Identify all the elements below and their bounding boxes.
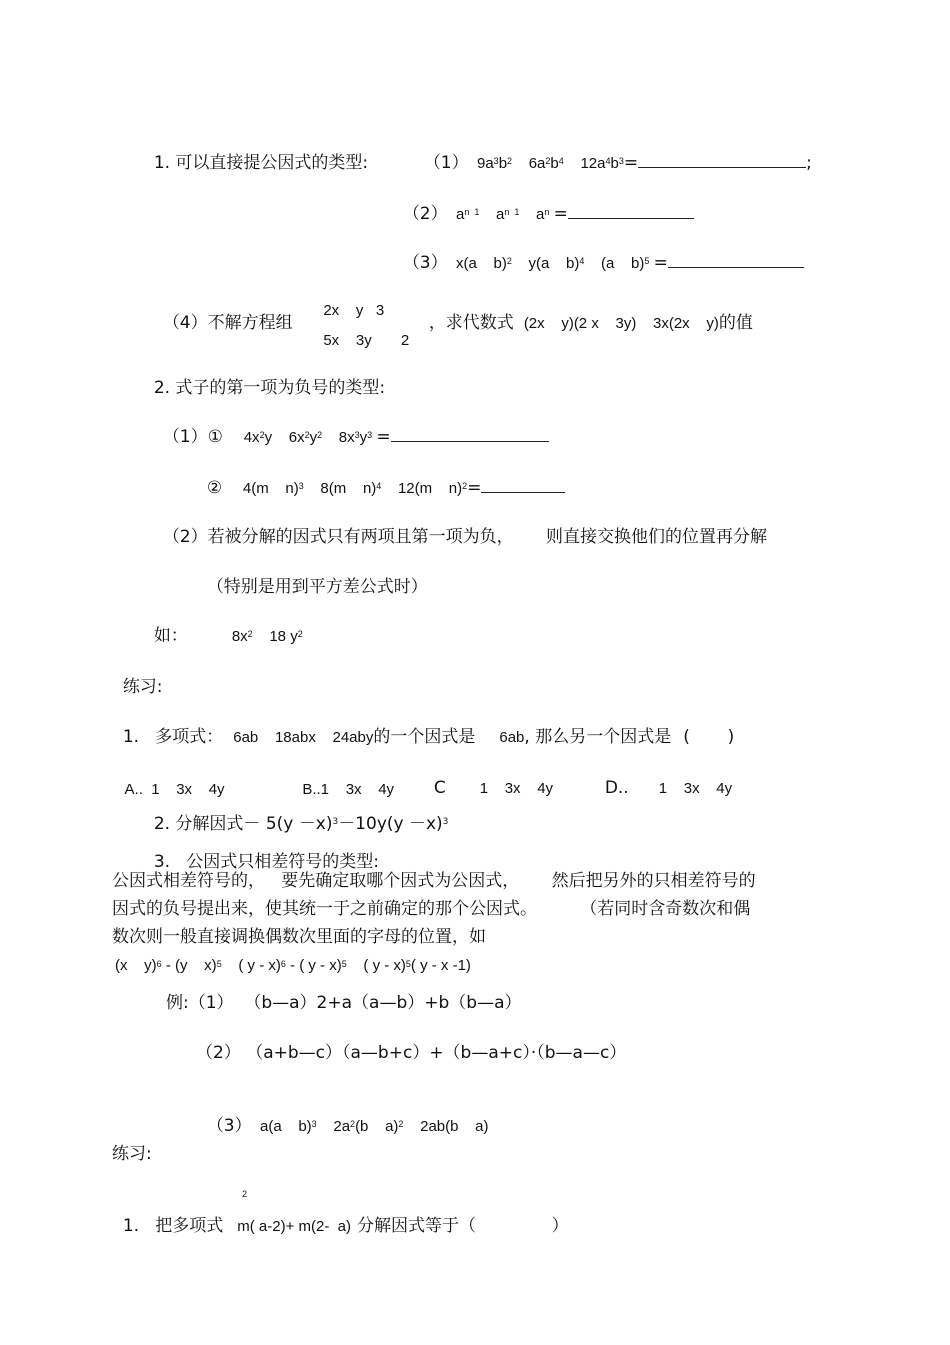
answer-blank[interactable] [481,478,565,493]
exercise2-title: 练习: [112,1144,152,1164]
option-a[interactable]: A.. 1 3x 4y [124,781,225,798]
paragraph-line-2: 因式的负号提出来，使其统一于之前确定的那个公因式。 （若同时含奇数次和偶 [112,899,751,919]
section2-title: 2. 式子的第一项为负号的类型: [153,378,386,398]
exercise2-question-1: 1. 把多项式 m( a-2)+ m(2- a) 分解因式等于（ ） [122,1216,569,1236]
paragraph-line-3: 数次则一般直接调换偶数次里面的字母的位置，如 [112,927,486,947]
problem1-4-text: ，求代数式 (2x y)(2 x 3y) 3x(2x y)的值 [428,313,753,333]
problem1-1: （1） $9a^3b^2$ $6a^2b^4$ $12a^4b^3=$ ; [423,153,812,173]
exercise-question-2: 2. 分解因式－ $5(y -x)^3-10y(y -x)^3$ [153,814,449,834]
answer-blank[interactable] [391,427,549,442]
problem1-3: （3） x(a b)$^2$ y(a b)$^4$ (a b)$^5$ = [392,230,804,275]
example-2: （2） （a+b—c）（a—b+c）+（b—a+c）·（b—a—c） [196,1043,627,1063]
exercise-title: 练习: [122,677,163,697]
problem1-4-label: （4）不解方程组 [162,313,293,333]
problem2-1: （1）① $4x^2y$ $6x^2y^2$ $8x^3y^3$ = [152,404,549,449]
exponent-mark: 2 [242,1189,248,1199]
example-1: 例:（1） （b—a）2+a（a—b）+b（b—a） [166,993,522,1013]
rule-note: （特别是用到平方差公式时） [206,577,428,597]
equation-system-row2: 5x 3y 2 [323,332,410,349]
exercise-question-1: 1. 多项式： 6ab 18abx 24aby的一个因式是 6ab, 那么另一个因式是 ( ) [122,727,735,747]
answer-blank[interactable] [568,204,694,219]
problem2-2: ② 4(m n)$^3$ 8(m n)$^4$ 12(m n)$^2$= [196,455,565,500]
option-c[interactable]: C 1 3x 4y [433,778,554,798]
section3-title: 3. 公因式只相差符号的类型: [153,852,379,872]
problem1-2: （2） $a^{n 1}$ $a^{n 1}$ $a^n$ = [392,181,694,226]
equation-system-row1: 2x y 3 [323,302,385,319]
option-d[interactable]: D.. 1 3x 4y [604,778,733,798]
paragraph-formulas: (x y)$^6$ - (y x)$^5$ ( y - x)$^6$ - ( y - x)$^5$ ( y - x)$^5$( y - x -1) [115,957,471,974]
answer-blank[interactable] [638,153,806,168]
answer-blank[interactable] [668,253,804,268]
option-b[interactable]: B..1 3x 4y [302,781,395,798]
example-3: （3） a(a b)$^3$ $2a^2(b$ a)$^2$ 2ab(b a) [206,1116,489,1136]
example-line: 如： $8x^2$ 18 $y^2$ [153,626,303,646]
rule-swap: （2）若被分解的因式只有两项且第一项为负， 则直接交换他们的位置再分解 [162,527,768,547]
section1-title: 1. 可以直接提公因式的类型: [153,153,369,173]
paragraph-line-1: 公因式相差符号的， 要先确定取哪个因式为公因式， 然后把另外的只相差符号的 [112,871,756,891]
